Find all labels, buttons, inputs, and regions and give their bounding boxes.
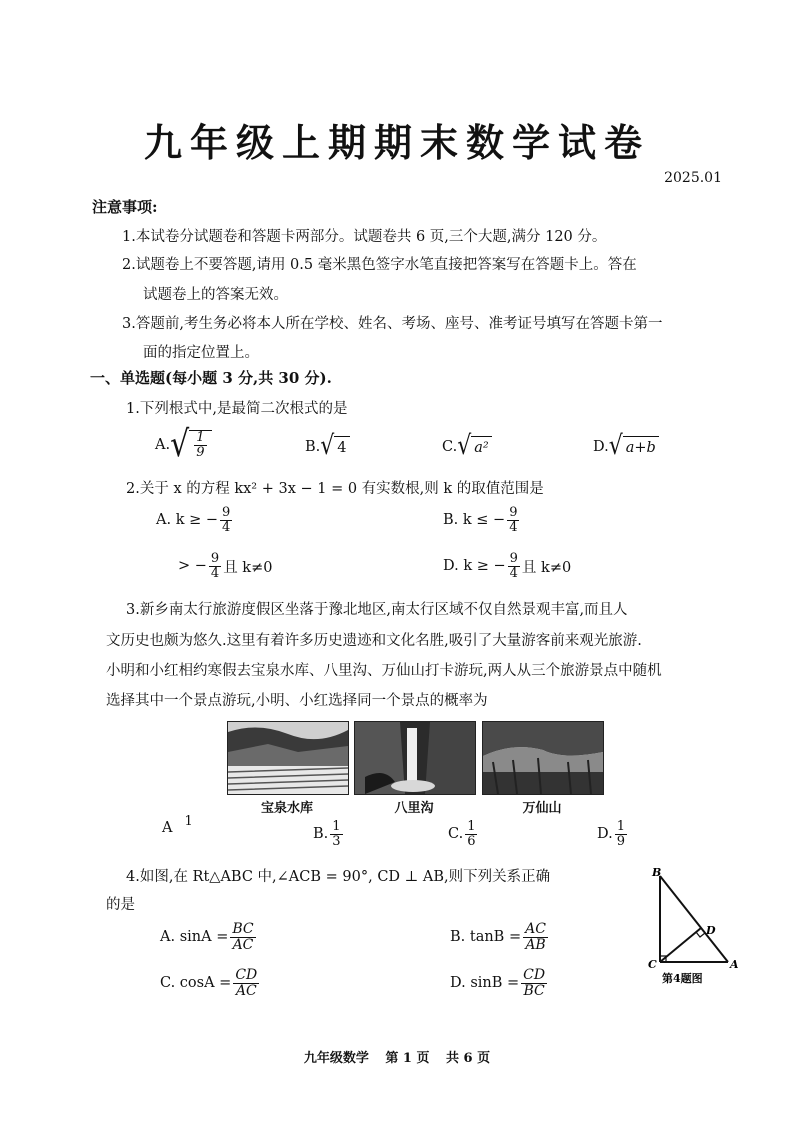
- frac-numerator: 1: [616, 819, 625, 834]
- frac-numerator: 1: [332, 819, 341, 834]
- q4-option-c: [160, 968, 261, 998]
- option-text: 且 k≠0: [521, 559, 572, 576]
- frac-numerator: 9: [222, 505, 231, 520]
- frac-numerator: 9: [210, 551, 220, 566]
- question-4-stem-cont: 的是: [106, 897, 135, 913]
- option-text: 且 k≠0: [223, 559, 273, 576]
- frac-denominator: AB: [525, 936, 546, 953]
- q1-option-b: B. √ 4: [305, 436, 350, 458]
- q4-option-a: [160, 922, 258, 952]
- q4-option-d: [450, 968, 549, 998]
- photo-wanxian-mountain: [482, 721, 604, 795]
- option-label: B.: [305, 439, 321, 455]
- page-title: 九年级上期期末数学试卷: [143, 120, 650, 165]
- frac-denominator: 9: [616, 833, 625, 849]
- q4-option-b: [450, 922, 550, 952]
- photo-baoquan-reservoir: [227, 721, 349, 795]
- option-text: B. tanB =: [450, 929, 522, 946]
- option-label: D.: [597, 826, 613, 843]
- frac-numerator: BC: [232, 921, 254, 937]
- option-text: D. sinB =: [450, 975, 520, 992]
- question-1-stem: 1.下列根式中,是最简二次根式的是: [126, 401, 348, 417]
- frac-denominator: AC: [235, 982, 257, 999]
- footer-subject: 九年级数学: [303, 1051, 369, 1066]
- q1-option-d: D. √ a+b: [593, 436, 659, 458]
- sqrt-expression: √ $\frac{1}{9}$: [170, 430, 211, 460]
- q2-option-b: [443, 506, 521, 534]
- figure-label-b: B: [652, 866, 662, 879]
- option-label: C.: [448, 826, 464, 843]
- q3-option-d: [597, 820, 629, 848]
- option-label: D.: [593, 439, 609, 455]
- photo-caption-3: 万仙山: [522, 801, 562, 816]
- triangle-figure: [640, 862, 740, 992]
- photo-bali-gou: [354, 721, 476, 795]
- notice-item-1: 1.本试卷分试题卷和答题卡两部分。试题卷共 6 页,三个大题,满分 120 分。: [122, 229, 607, 245]
- q3-option-c: [448, 820, 479, 848]
- question-3-line-4: 选择其中一个景点游玩,小明、小红选择同一个景点的概率为: [106, 693, 488, 709]
- option-text: > −: [178, 558, 207, 575]
- q1-option-c: C. √ a²: [442, 436, 492, 458]
- question-3-line-3: 小明和小红相约寒假去宝泉水库、八里沟、万仙山打卡游玩,两人从三个旅游景点中随机: [106, 663, 662, 679]
- q3-option-a: [162, 814, 197, 836]
- frac-numerator: CD: [523, 967, 546, 983]
- option-text: A. sinA =: [160, 929, 229, 946]
- q1-option-a: [155, 423, 212, 466]
- frac-numerator: AC: [525, 921, 546, 937]
- option-text: A. k ≥ −: [156, 512, 218, 529]
- figure-label-a: A: [730, 958, 739, 971]
- frac-numerator: CD: [235, 967, 258, 983]
- frac-denominator: AC: [232, 936, 254, 953]
- frac-denominator: 3: [332, 833, 341, 849]
- option-text: D. k ≥ −: [443, 558, 506, 575]
- question-2-stem: 2.关于 x 的方程 kx² + 3x − 1 = 0 有实数根,则 k 的取值范围是: [126, 481, 544, 497]
- q2-option-c: [178, 552, 272, 580]
- radicand: a²: [471, 436, 491, 458]
- question-3-line-2: 文历史也颇为悠久.这里有着许多历史遗迹和文化名胜,吸引了大量游客前来观光旅游.: [106, 633, 642, 649]
- option-label: C.: [442, 439, 458, 455]
- notice-item-2-cont: 试题卷上的答案无效。: [143, 287, 288, 303]
- footer-page-number: 第 1 页: [385, 1051, 430, 1066]
- figure-caption: 第4题图: [662, 972, 703, 985]
- photo-caption-2: 八里沟: [394, 801, 434, 816]
- q2-option-d: [443, 552, 571, 580]
- footer-total-pages: 共 6 页: [446, 1051, 491, 1066]
- notice-heading: 注意事项:: [92, 198, 158, 216]
- question-4-stem: 4.如图,在 Rt△ABC 中,∠ACB = 90°, CD ⊥ AB,则下列关系正确: [126, 869, 551, 885]
- option-text: B. k ≤ −: [443, 512, 506, 529]
- option-label: A.: [155, 437, 171, 453]
- frac-denominator: 4: [210, 565, 220, 581]
- notice-item-3: 3.答题前,考生务必将本人所在学校、姓名、考场、座号、准考证号填写在答题卡第一: [122, 316, 663, 332]
- option-label: A: [162, 820, 173, 836]
- frac-denominator: 4: [509, 565, 518, 581]
- exam-date: 2025.01: [664, 170, 722, 186]
- radicand: a+b: [623, 436, 659, 458]
- frac-denominator: 6: [467, 833, 476, 849]
- frac-denominator: 4: [509, 519, 518, 535]
- option-text: C. cosA =: [160, 975, 232, 992]
- frac-denominator: 4: [222, 519, 231, 535]
- q2-option-a: [156, 506, 234, 534]
- radicand: 4: [334, 436, 349, 458]
- frac-numerator: 9: [509, 551, 518, 566]
- figure-label-c: C: [648, 958, 657, 971]
- photo-caption-1: 宝泉水库: [260, 801, 313, 816]
- q3-option-b: [313, 820, 345, 848]
- frac-numerator: 1: [467, 819, 476, 834]
- frac-numerator: 1: [184, 814, 193, 830]
- frac-denominator: BC: [523, 982, 545, 999]
- frac-denominator: 9: [196, 445, 205, 460]
- frac-numerator: 1: [196, 430, 205, 446]
- section-heading: 一、单选题(每小题 3 分,共 30 分).: [90, 369, 332, 387]
- notice-item-2: 2.试题卷上不要答题,请用 0.5 毫米黑色签字水笔直接把答案写在答题卡上。答在: [122, 257, 637, 273]
- frac-numerator: 9: [509, 505, 518, 520]
- option-label: B.: [313, 826, 329, 843]
- page-footer: [0, 1047, 794, 1066]
- notice-item-3-cont: 面的指定位置上。: [143, 345, 259, 361]
- question-3-line-1: 3.新乡南太行旅游度假区坐落于豫北地区,南太行区域不仅自然景观丰富,而且人: [126, 602, 628, 618]
- figure-label-d: D: [706, 924, 716, 937]
